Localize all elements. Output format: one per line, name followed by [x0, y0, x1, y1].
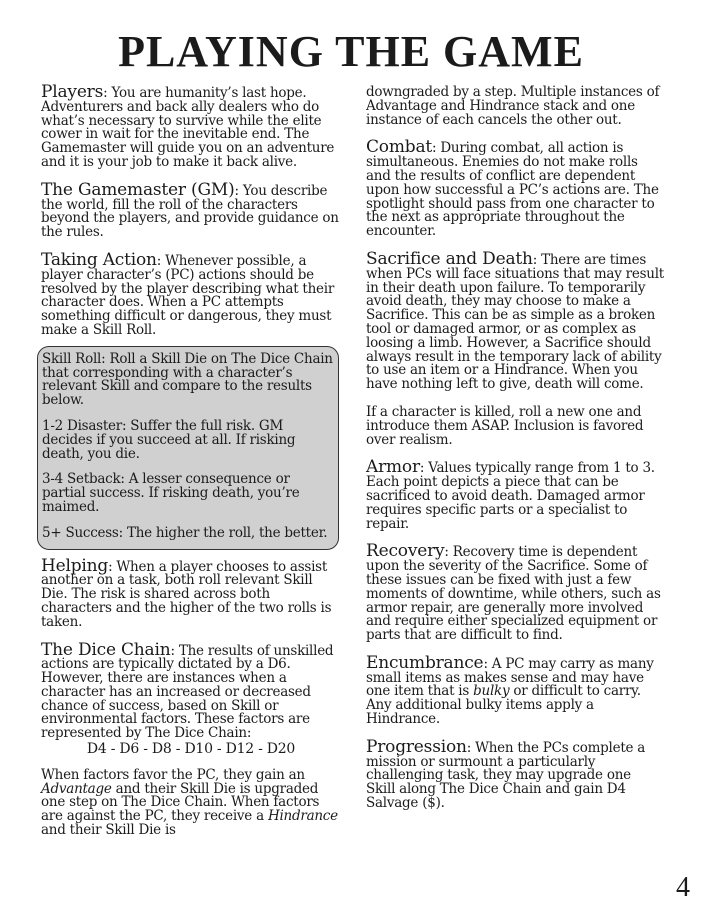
- section-text: : When a player chooses to assist another on a task, both roll relevant Skill Die. The risk is shared across both characters and the higher of the two rolls is taken.: [41, 558, 332, 630]
- section-text: or difficult to carry. Any additional bulky items apply a Hindrance.: [366, 683, 641, 728]
- setback-rule: 3-4 Setback: A lesser consequence or partial success. If risking death, you’re maimed.: [42, 471, 300, 515]
- section-encumbrance: [366, 652, 664, 728]
- section-text: : A PC may carry as many small items as makes sense and may have one item that is: [366, 655, 654, 700]
- success-rule: 5+ Success: The higher the roll, the better.: [42, 524, 328, 541]
- section-heading: Encumbrance: [366, 652, 484, 673]
- section-players: [41, 82, 341, 170]
- section-text: : The results of unskilled actions are typically dictated by a D6. However, there are instances when a character has an increased or decreased chance of success, based on Skill or environmental factors. These factors are represented by The Dice Chain:: [41, 642, 334, 742]
- section-heading: Sacrifice and Death: [366, 248, 533, 269]
- section-heading: The Gamemaster (GM): [41, 179, 235, 200]
- text-fragment: When factors favor the PC, they gain an: [41, 766, 305, 783]
- section-text: : When the PCs complete a mission or surmount a particularly challenging task, they may upgrade one Skill along The Dice Chain and gain D4 Salvage ($).: [366, 739, 646, 812]
- right-column: [366, 86, 664, 825]
- section-gamemaster: [41, 179, 341, 241]
- skill-roll-rule: Skill Roll: Roll a Skill Die on The Dice Chain that corresponding with a character’s relevant Skill and compare to the results below.: [42, 350, 333, 409]
- page-number: 4: [676, 872, 690, 903]
- section-combat: [366, 137, 664, 240]
- section-sacrifice: [366, 248, 664, 393]
- text-fragment: and their Skill Die is: [41, 822, 176, 839]
- skill-roll-box: [37, 346, 339, 550]
- section-heading: Recovery: [366, 541, 445, 562]
- bulky-term: bulky: [473, 683, 510, 700]
- section-text: : Whenever possible, a player character’s (PC) actions should be resolved by the player describing what their character does. When a PC attempts something difficult or dangerous, they must make a Skill Roll.: [41, 252, 335, 338]
- section-dice-chain: [41, 639, 341, 742]
- dice-chain-list: D4 - D6 - D8 - D10 - D12 - D20: [86, 741, 296, 758]
- text-fragment: and their Skill Die is upgraded one step on The Dice Chain. When factors are against the PC, they receive a: [41, 780, 320, 825]
- section-text: : You are humanity’s last hope. Adventurers and back ally dealers who do what’s necessary to survive while the elite cower in wait for the inevitable end. The Gamemaster will guide you on an adventure and it is your job to make it back alive.: [41, 85, 335, 170]
- section-sacrifice-killed: If a character is killed, roll a new one and introduce them ASAP. Inclusion is favored over realism.: [366, 403, 644, 448]
- section-heading: Helping: [41, 555, 109, 576]
- section-heading: Players: [41, 82, 104, 102]
- page-title: PLAYING THE GAME: [118, 27, 584, 76]
- section-taking-action: [41, 249, 341, 338]
- section-text: : Values typically range from 1 to 3. Each point depicts a piece that can be sacrificed to avoid death. Damaged armor requires specific parts or a specialist to repair.: [366, 460, 655, 532]
- section-text: : Recovery time is dependent upon the severity of the Sacrifice. Some of these issues can be fixed with just a few moments of downtime, while others, such as armor repair, are generally more involved and require either specialized equipment or parts that are difficult to find.: [366, 544, 661, 644]
- section-heading: The Dice Chain: [41, 639, 171, 660]
- section-progression: [366, 736, 664, 812]
- section-armor: [366, 457, 664, 532]
- section-heading: Taking Action: [41, 249, 157, 270]
- section-heading: Combat: [366, 137, 433, 158]
- hindrance-term: Hindrance: [267, 808, 338, 825]
- section-text: : There are times when PCs will face situations that may result in their death upon failure. To temporarily avoid death, they may choose to make a Sacrifice. This can be as simple as a broken tool or damaged armor, or as complex as loosing a limb. However, a Sacrifice should always result in the temporary lack of ability to use an item or a Hindrance. When you have nothing left to give, death will come.: [366, 251, 664, 393]
- section-helping: [41, 555, 341, 630]
- section-recovery: [366, 541, 664, 644]
- continued-text: downgraded by a step. Multiple instances of Advantage and Hindrance stack and one instance of each cancels the other out.: [366, 84, 660, 128]
- section-heading: Armor: [366, 457, 420, 478]
- section-heading: Progression: [366, 736, 467, 757]
- advantage-term: Advantage: [41, 780, 112, 797]
- left-column: [41, 82, 341, 839]
- section-text: : You describe the world, fill the roll of the characters beyond the players, and provide guidance on the rules.: [41, 182, 339, 241]
- disaster-rule: 1-2 Disaster: Suffer the full risk. GM decides if you succeed at all. If risking death, you die.: [42, 417, 296, 462]
- dice-chain-advantage-text: [41, 766, 341, 839]
- section-text: : During combat, all action is simultaneous. Enemies do not make rolls and the results of conflict are dependent upon how successful a PC’s actions are. The spotlight should pass from one character to the next as appropriate throughout the encounter.: [366, 140, 659, 240]
